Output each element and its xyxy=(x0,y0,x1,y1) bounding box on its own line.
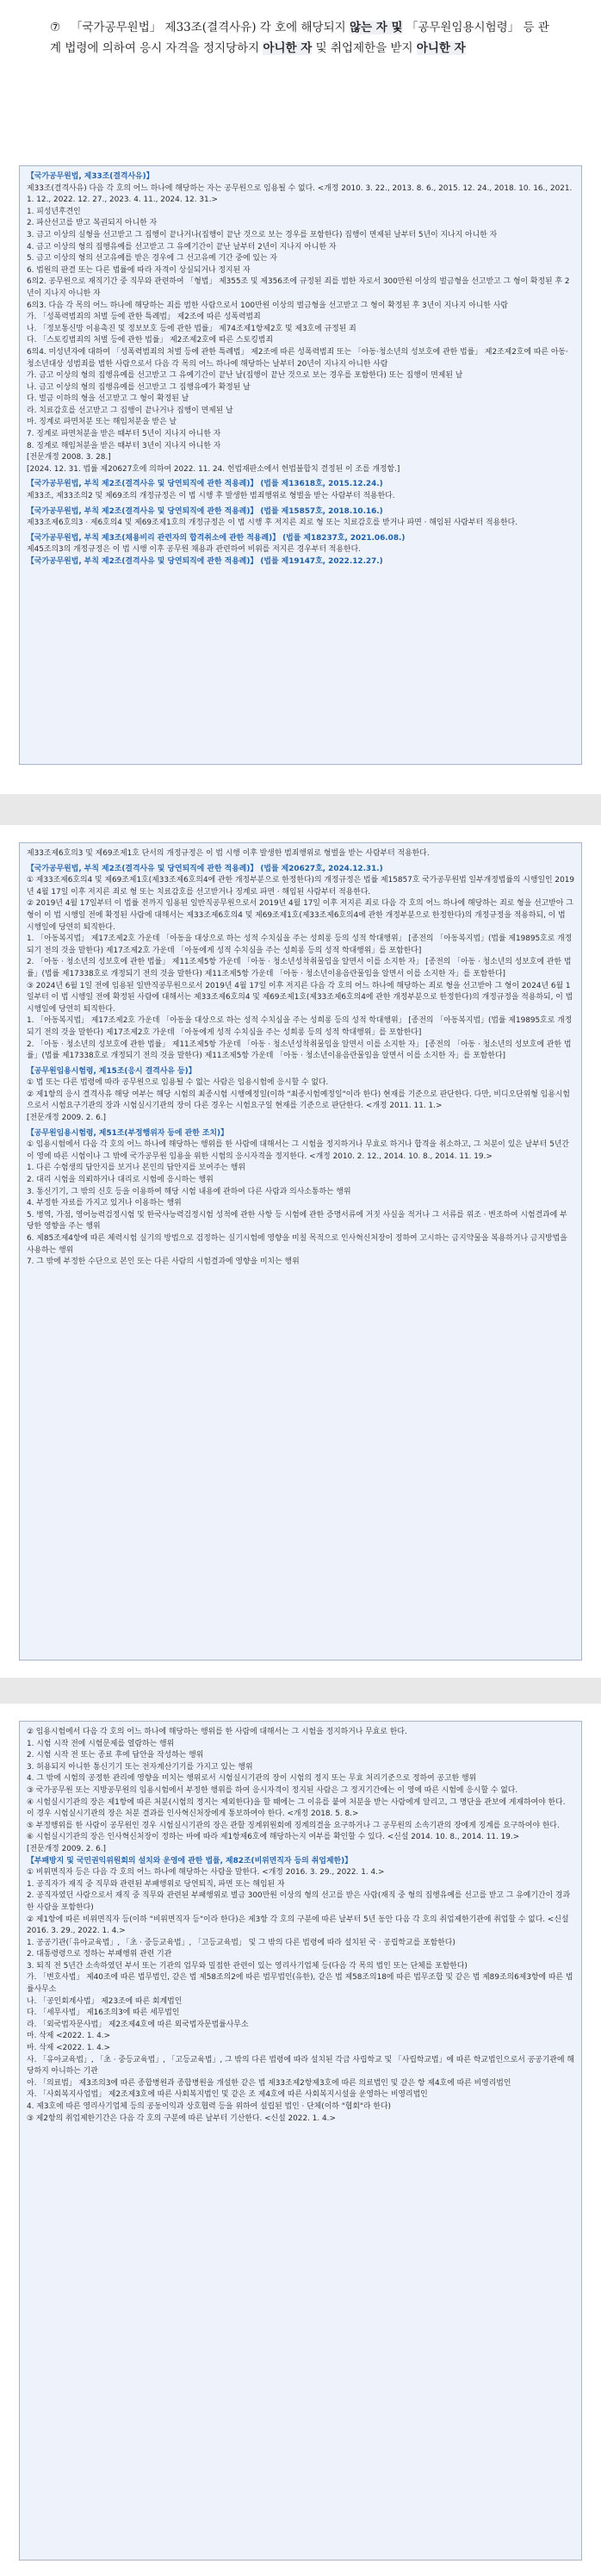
intro-bold-1: 않는 자 및 xyxy=(349,21,403,34)
law-text-line: ③ 국가공무원 또는 지방공무원의 임용시험에서 부정한 행위를 하여 응시자격이 정지된 사람은 그 정지기간에는 이 영에 따른 시험에 응시할 수 없다. xyxy=(27,1785,518,1795)
law-text-line: 라. 「외국법자문사법」 제2조제4호에 따른 외국법자문법률사무소 xyxy=(27,2020,249,2029)
law-text-line: 2. 「아동 · 청소년의 성보호에 관한 법률」 제11조제5항 가운데 「아동 · 청소년성착취물임을 알면서 이를 소지한 자」 [종전의 「아동 · 청소년의 성보호에 관한 법률」(법률 제17338호로 개정되기 전의 것을 말한다) 제11조제5항 가운데 「아동 · 청소년이용음란물임을 알면서 이를 소지한 자」를 포함한다] xyxy=(27,958,572,978)
law-text-line: 가. 「변호사법」 제40조에 따른 법무법인, 같은 법 제58조의2에 따른 법무법인(유한), 같은 법 제58조의18에 따른 법무조합 및 같은 법 제89조의6제3항에 따른 법률사무소 xyxy=(27,1973,573,1995)
item-number-mark: ⑦ xyxy=(50,21,61,34)
law-text-line: 가. 금고 이상의 형의 집행유예를 선고받고 그 유예기간이 끝난 날(집행이 끝난 것으로 보는 경우를 포함한다) 또는 집행이 면제된 날 xyxy=(27,371,463,381)
law-text-line: ① 법 또는 다른 법령에 따라 공무원으로 임용될 수 없는 사람은 임용시험에 응시할 수 없다. xyxy=(27,1078,329,1088)
law-heading: 【공무원임용시험령, 제15조(응시 결격사유 등)】 xyxy=(27,1066,196,1076)
law-text-line: 2. 공직자였던 사람으로서 재직 중 직무와 관련된 부패행위로 벌금 300만원 이상의 형의 선고를 받은 사람(재직 중 형의 집행유예를 선고를 받고 그 유예기간이 경과한 사람을 포함한다) xyxy=(27,1891,571,1912)
law-text-line: 나. 「정보통신망 이용촉진 및 정보보호 등에 관한 법률」 제74조제1항제2호 및 제3호에 규정된 죄 xyxy=(27,324,356,333)
intro-bold-2: 아니한 자 xyxy=(263,41,313,55)
law-text-line: 라. 치료감호를 선고받고 그 집행이 끝나거나 집행이 면제된 날 xyxy=(27,406,233,415)
law-text-line: 1. 시험 시작 전에 시험문제를 열람하는 행위 xyxy=(27,1739,175,1748)
law-text-line: 제33조제6호의3 및 제69조제1호 단서의 개정규정은 이 법 시행 이후 발생한 범죄행위로 형벌을 받는 사람부터 적용한다. xyxy=(27,849,430,858)
law-text-line: ① 임용시험에서 다음 각 호의 어느 하나에 해당하는 행위를 한 사람에 대해서는 그 시험을 정지하거나 무효로 하거나 합격을 취소하고, 그 처분이 있은 날부터 5년간 이 영에 따른 시험이나 그 밖에 국가공무원 임용을 위한 시험의 응시자격을 정지한다. <개정 2010. 2. 12., 2014. 10. 8., 2014. 11. 19.> xyxy=(27,1140,569,1161)
law-text-line: ② 임용시험에서 다음 각 호의 어느 하나에 해당하는 행위를 한 사람에 대해서는 그 시험을 정지하거나 무효로 한다. xyxy=(27,1728,407,1736)
law-text-line: 가. 「성폭력범죄의 처벌 등에 관한 특례법」 제2조에 따른 성폭력범죄 xyxy=(27,313,261,322)
law-heading: 【국가공무원법, 부칙 제2조(결격사유 및 당연퇴직에 관한 적용례)】 (법률 제19147호, 2022.12.27.) xyxy=(27,557,383,566)
document-page-1 xyxy=(0,0,601,794)
intro-text-3: 및 취업제한을 받지 xyxy=(312,41,417,55)
law-text-line: ① 제33조제6호의4 및 제69조제1호(제33조제6호의4에 관한 개정부분으로 한정한다)의 개정규정은 법률 제15857호 국가공무원법 일부개정법률의 시행일인 2019년 4월 17일 이후 저지른 죄로 형 또는 치료감호를 선고받거나 징계로 파면 · 해임된 사람부터 적용한다. xyxy=(27,876,575,897)
law-text-line: 나. 금고 이상의 형의 집행유예를 선고받고 그 집행유예가 확정된 날 xyxy=(27,382,251,392)
law-text-line: 2. 파산선고를 받고 복권되지 아니한 자 xyxy=(27,219,158,228)
law-text-line: [전문개정 2009. 2. 6.] xyxy=(27,1844,107,1853)
intro-text-1: 「국가공무원법」 제33조(결격사유) 각 호에 해당되지 xyxy=(71,21,350,34)
law-text-line: 5. 병역, 가점, 영어능력검정시험 및 한국사능력검정시험 성적에 관한 사항 등 시험에 관한 증명서류에 거짓 사실을 적거나 그 서류를 위조 · 변조하여 시험결과에 부당한 영향을 주는 행위 xyxy=(27,1210,567,1232)
law-text-line: 아. 「의료법」 제3조의3에 따른 종합병원과 종합병원을 개설한 같은 법 제33조제2항제3호에 따른 의료법인 및 같은 항 제4호에 따른 비영리법인 xyxy=(27,2078,511,2088)
law-text-line: 마. 징계로 파면처분 또는 해임처분을 받은 날 xyxy=(27,418,177,427)
law-text-line: 4. 그 밖에 시험의 공정한 관리에 영향을 미치는 행위로서 시험실시기관의 장이 시험의 정지 또는 무효 처리기준으로 정하여 공고한 행위 xyxy=(27,1774,477,1784)
law-heading: 【공무원임용시험령, 제51조(부정행위자 등에 관한 조치)】 xyxy=(27,1128,228,1138)
law-text-line: ⑤ 부정행위를 한 사람이 공무원인 경우 시험실시기관의 장은 관할 징계위원회에 징계의결을 요구하거나 그 공무원의 소속기관의 장에게 징계를 요구하여야 한다. xyxy=(27,1821,560,1830)
law-text-line: 2. 시험 시작 전 또는 종료 후에 답안을 작성하는 행위 xyxy=(27,1751,204,1760)
law-text-line: 6. 제85조제4항에 따른 체력시험 실기의 방법으로 검정하는 실기시험에 영향을 미칠 목적으로 인사혁신처장이 정하여 고시하는 금지약물을 복용하거나 금지방법을 사용하는 행위 xyxy=(27,1234,567,1255)
law-text-line: 4. 제3호에 따른 영리사기업체 등의 공동이익과 상호협력 등을 위하여 설립된 법인 · 단체(이하 "협회"라 한다) xyxy=(27,2102,392,2111)
law-text-line: ② 제1항에 따른 비위면직자 등(이하 "비위면직자 등"이라 한다)은 제3항 각 호의 구분에 따른 날부터 5년 동안 다음 각 호의 취업제한기관에 취업할 수 없다. <신설 2016. 3. 29., 2022. 1. 4.> xyxy=(27,1915,569,1936)
law-text-line: 다. 「스토킹범죄의 처벌 등에 관한 법률」 제2조제2호에 따른 스토킹범죄 xyxy=(27,336,273,345)
document-page-2 xyxy=(0,825,601,1678)
law-text-line: 마. 삭제 <2022. 1. 4.> xyxy=(27,2032,111,2041)
law-text-line: 7. 징계로 파면처분을 받은 때부터 5년이 지나지 아니한 자 xyxy=(27,430,221,439)
law-text-line: ⑥ 시험실시기관의 장은 인사혁신처장이 정하는 바에 따라 제1항제6호에 해당하는지 여부를 확인할 수 있다. <신설 2014. 10. 8., 2014. 11. 19.> xyxy=(27,1833,520,1842)
law-text-line: 3. 허용되지 아니한 통신기기 또는 전자계산기기를 가지고 있는 행위 xyxy=(27,1762,253,1772)
law-heading: 【국가공무원법, 부칙 제2조(결격사유 및 당연퇴직에 관한 적용례)】 (법률 제20627호, 2024.12.31.) xyxy=(27,864,383,873)
law-excerpt-box-3 xyxy=(19,1721,582,2560)
law-heading: 【국가공무원법, 제33조(결격사유)】 xyxy=(27,172,154,181)
law-text-line: ③ 2024년 6월 1일 전에 임용된 일반직공무원으로서 2019년 4월 17일 이후 저지른 다음 각 호의 어느 하나에 해당하는 죄로 형을 선고받아 그 형이 2024년 6월 1일부터 이 법 시행일 전에 확정된 사람에 대해서는 제33조제6호의4 및 제69조제1호(제33조제6호의4에 관한 개정부분으로 한정한다)의 개정규정을 적용하되, 이 법 시행일에 당연히 퇴직한다. xyxy=(27,981,573,1014)
law-text-line: 3. 퇴직 전 5년간 소속하였던 부서 또는 기관의 업무와 밀접한 관련이 있는 영리사기업체 등(다음 각 목의 법인 또는 단체를 포함한다) xyxy=(27,1961,468,1971)
law-text-line: 4. 부정한 자료를 가지고 있거나 이용하는 행위 xyxy=(27,1199,182,1208)
law-text-line: 6의3. 다음 각 목의 어느 하나에 해당하는 죄를 범한 사람으로서 100만원 이상의 벌금형을 선고받고 그 형이 확정된 후 3년이 지나지 아니한 사람 xyxy=(27,301,508,310)
law-text-line: ① 비위면직자 등은 다음 각 호의 어느 하나에 해당하는 사람을 말한다. <개정 2016. 3. 29., 2022. 1. 4.> xyxy=(27,1868,385,1878)
law-heading: 【국가공무원법, 부칙 제2조(결격사유 및 당연퇴직에 관한 적용례)】 (법률 제13618호, 2015.12.24.) xyxy=(27,480,383,489)
law-text-line: 자. 「사회복지사업법」 제2조제3호에 따른 사회복지법인 및 같은 조 제4호에 따른 사회복지시설을 운영하는 비영리법인 xyxy=(27,2090,428,2100)
law-text-line: 8. 징계로 해임처분을 받은 때부터 3년이 지나지 아니한 자 xyxy=(27,441,221,450)
law-text-line: ④ 시험실시기관의 장은 제1항에 따른 처분(시험의 정지는 제외한다)을 할 때에는 그 이유를 붙여 처분을 받는 사람에게 알리고, 그 명단을 관보에 게재하여야 한다. 이 경우 시험실시기관의 장은 처분 결과를 인사혁신처장에게 통보하여야 한다. <개정 2018. 5. 8.> xyxy=(27,1797,566,1819)
law-excerpt-box-2 xyxy=(19,842,582,1660)
law-text-line: 5. 금고 이상의 형의 선고유예를 받은 경우에 그 선고유예 기간 중에 있는 자 xyxy=(27,254,277,264)
law-heading: 【국가공무원법, 부칙 제2조(결격사유 및 당연퇴직에 관한 적용례)】 (법률 제15857호, 2018.10.16.) xyxy=(27,506,383,516)
law-excerpt-box-1 xyxy=(19,165,582,765)
law-text-line: 3. 금고 이상의 실형을 선고받고 그 집행이 끝나거나(집행이 끝난 것으로 보는 경우를 포함한다) 집행이 면제된 날부터 5년이 지나지 아니한 자 xyxy=(27,230,498,239)
law-text-line: 1. 「아동복지법」 제17조제2호 가운데 「아동을 대상으로 하는 성적 수치심을 주는 성희롱 등의 성적 학대행위」 [종전의 「아동복지법」(법률 제19895호로 개정되기 전의 것을 말한다) 제17조제2호 가운데 「아동에게 성적 수치심을 주는 성희롱 등의 성적 학대행위」를 포함한다] xyxy=(27,934,573,955)
intro-bold-3: 아니한 자 xyxy=(416,41,466,55)
law-text-line: 2. 대리 시험을 의뢰하거나 대리로 시험에 응시하는 행위 xyxy=(27,1176,214,1185)
law-text-line: 다. 「세무사법」 제16조의3에 따른 세무법인 xyxy=(27,2008,180,2018)
law-text-line: 나. 「공인회계사법」 제23조에 따른 회계법인 xyxy=(27,1996,183,2006)
law-heading: 【부패방지 및 국민권익위원회의 설치와 운영에 관한 법률, 제82조(비위면직자 등의 취업제한)】 xyxy=(27,1856,353,1865)
law-text-line: [전문개정 2009. 2. 6.] xyxy=(27,1114,107,1123)
law-text-line: 1. 다른 수험생의 답안지를 보거나 본인의 답안지를 보여주는 행위 xyxy=(27,1164,245,1173)
law-text-line: 제45조의3의 개정규정은 이 법 시행 이후 공무원 채용과 관련하여 비위를 저지른 경우부터 적용한다. xyxy=(27,545,361,555)
law-text-line: 6. 법원의 판결 또는 다른 법률에 따라 자격이 상실되거나 정지된 자 xyxy=(27,265,251,275)
law-text-line: 6의2. 공무원으로 재직기간 중 직무와 관련하여 「형법」 제355조 및 제356조에 규정된 죄를 범한 자로서 300만원 이상의 벌금형을 선고받고 그 형이 확정된 후 2년이 지나지 아니한 자 xyxy=(27,277,570,298)
law-text-line: 6의4. 미성년자에 대하여 「성폭력범죄의 처벌 등에 관한 특례법」 제2조에 따른 성폭력범죄 또는 「아동·청소년의 성보호에 관한 법률」 제2조제2호에 따른 아동·청소년대상 성범죄를 범한 사람으로서 다음 각 목의 어느 하나에 해당하는 날부터 20년이 지나지 아니한 사람 xyxy=(27,347,568,369)
law-text-line: 사. 「유아교육법」, 「초 · 중등교육법」, 「고등교육법」, 그 밖의 다른 법령에 따라 설치된 각급 사립학교 및 「사립학교법」에 따른 학교법인으로서 공공기관에 해당하지 아니하는 기관 xyxy=(27,2055,574,2076)
law-text-line: 제33조제6호의3 · 제6호의4 및 제69조제1호의 개정규정은 이 법 시행 후 저지른 죄로 형 또는 치료감호를 받거나 파면 · 해임된 사람부터 적용한다. xyxy=(27,518,518,528)
law-text-line: 제33조(결격사유) 다음 각 호의 어느 하나에 해당하는 자는 공무원으로 임용될 수 없다. <개정 2010. 3. 22., 2013. 8. 6., 2015. 12. 24., 2018. 10. 16., 2021. 1. 12., 2022. 12. 27., 2023. 4. 11., 2024. 12. 31.> xyxy=(27,183,573,205)
law-text-line: 7. 그 밖에 부정한 수단으로 본인 또는 다른 사람의 시험결과에 영향을 미치는 행위 xyxy=(27,1257,300,1267)
law-text-line: 제33조, 제33조의2 및 제69조의 개정규정은 이 법 시행 후 발생한 범죄행위로 형벌을 받는 사람부터 적용한다. xyxy=(27,492,395,501)
law-heading: 【국가공무원법, 부칙 제3조(채용비리 관련자의 합격취소에 관한 적용례)】 (법률 제18237호, 2021.06.08.) xyxy=(27,533,406,543)
law-text-line: 1. 피성년후견인 xyxy=(27,207,81,216)
law-text-line: 2. 「아동 · 청소년의 성보호에 관한 법률」 제11조제5항 가운데 「아동 · 청소년성착취물임을 알면서 이를 소지한 자」 [종전의 「아동 · 청소년의 성보호에 관한 법률」(법률 제17338호로 개정되기 전의 것을 말한다) 제11조제5항 가운데 「아동 · 청소년이용음란물임을 알면서 이를 소지한 자」를 포함한다] xyxy=(27,1040,572,1061)
law-text-line: 1. 공공기관(「유아교육법」, 「초 · 중등교육법」, 「고등교육법」 및 그 밖의 다른 법령에 따라 설치된 국 · 공립학교를 포함한다) xyxy=(27,1938,455,1947)
law-text-line: 다. 벌금 이하의 형을 선고받고 그 형이 확정된 날 xyxy=(27,394,189,404)
eligibility-requirement-paragraph xyxy=(50,17,558,59)
law-text-line: ③ 제2항의 취업제한기간은 다음 각 호의 구분에 따른 날부터 기산한다. <신설 2022. 1. 4.> xyxy=(27,2114,336,2123)
law-text-line: 1. 공직자가 재직 중 직무와 관련된 부패행위로 당연퇴직, 파면 또는 해임된 자 xyxy=(27,1879,285,1889)
law-text-line: 3. 통신기기, 그 밖의 신호 등을 이용하여 해당 시험 내용에 관하여 다른 사람과 의사소통하는 행위 xyxy=(27,1187,351,1196)
law-text-line: 2. 대통령령으로 정하는 부패행위 관련 기관 xyxy=(27,1950,172,1959)
law-text-line: ② 2019년 4월 17일부터 이 법률 전까지 임용된 일반직공무원으로서 2019년 4월 17일 이후 저지른 죄로 다음 각 호의 어느 하나에 해당하는 죄로 형을 선고받아 그 형이 이 법 시행일 전에 확정된 사람에 대해서는 제33조제6호의4 및 제69조제1호(제33조제6호의4에 관한 개정부분으로 한정한다)의 개정규정을 적용하되, 이 법 시행일에 당연히 퇴직한다. xyxy=(27,899,573,932)
law-text-line: 바. 삭제 <2022. 1. 4.> xyxy=(27,2044,111,2053)
intro-text-2: 「공무원임용시험령」 등 관계 법령에 의하여 응시 자격을 정지당하지 xyxy=(50,21,549,55)
law-text-line: ② 제1항의 응시 결격사유 해당 여부는 해당 시험의 최종시험 시행예정일(이하 "최종시험예정일"이라 한다) 현재를 기준으로 판단한다. 다만, 비디오단위형 임용시험으로서 시험요구기관의 장과 시험실시기관의 장이 다른 경우는 시험요구일 현재를 기준으로 판단한다. <개정 2011. 11. 1.> xyxy=(27,1089,570,1111)
law-text-line: [전문개정 2008. 3. 28.] xyxy=(27,453,111,462)
law-text-line: 1. 「아동복지법」 제17조제2호 가운데 「아동을 대상으로 하는 성적 수치심을 주는 성희롱 등의 성적 학대행위」 [종전의 「아동복지법」(법률 제19895호로 개정되기 전의 것을 말한다) 제17조제2호 가운데 「아동에게 성적 수치심을 주는 성희롱 등의 성적 학대행위」를 포함한다] xyxy=(27,1016,573,1037)
law-text-line: [2024. 12. 31. 법률 제20627호에 의하여 2022. 11. 24. 헌법재판소에서 헌법불합치 결정된 이 조를 개정함.] xyxy=(27,464,400,474)
law-text-line: 4. 금고 이상의 형의 집행유예를 선고받고 그 유예기간이 끝난 날부터 2년이 지나지 아니한 자 xyxy=(27,242,337,251)
document-page-3 xyxy=(0,1704,601,2576)
